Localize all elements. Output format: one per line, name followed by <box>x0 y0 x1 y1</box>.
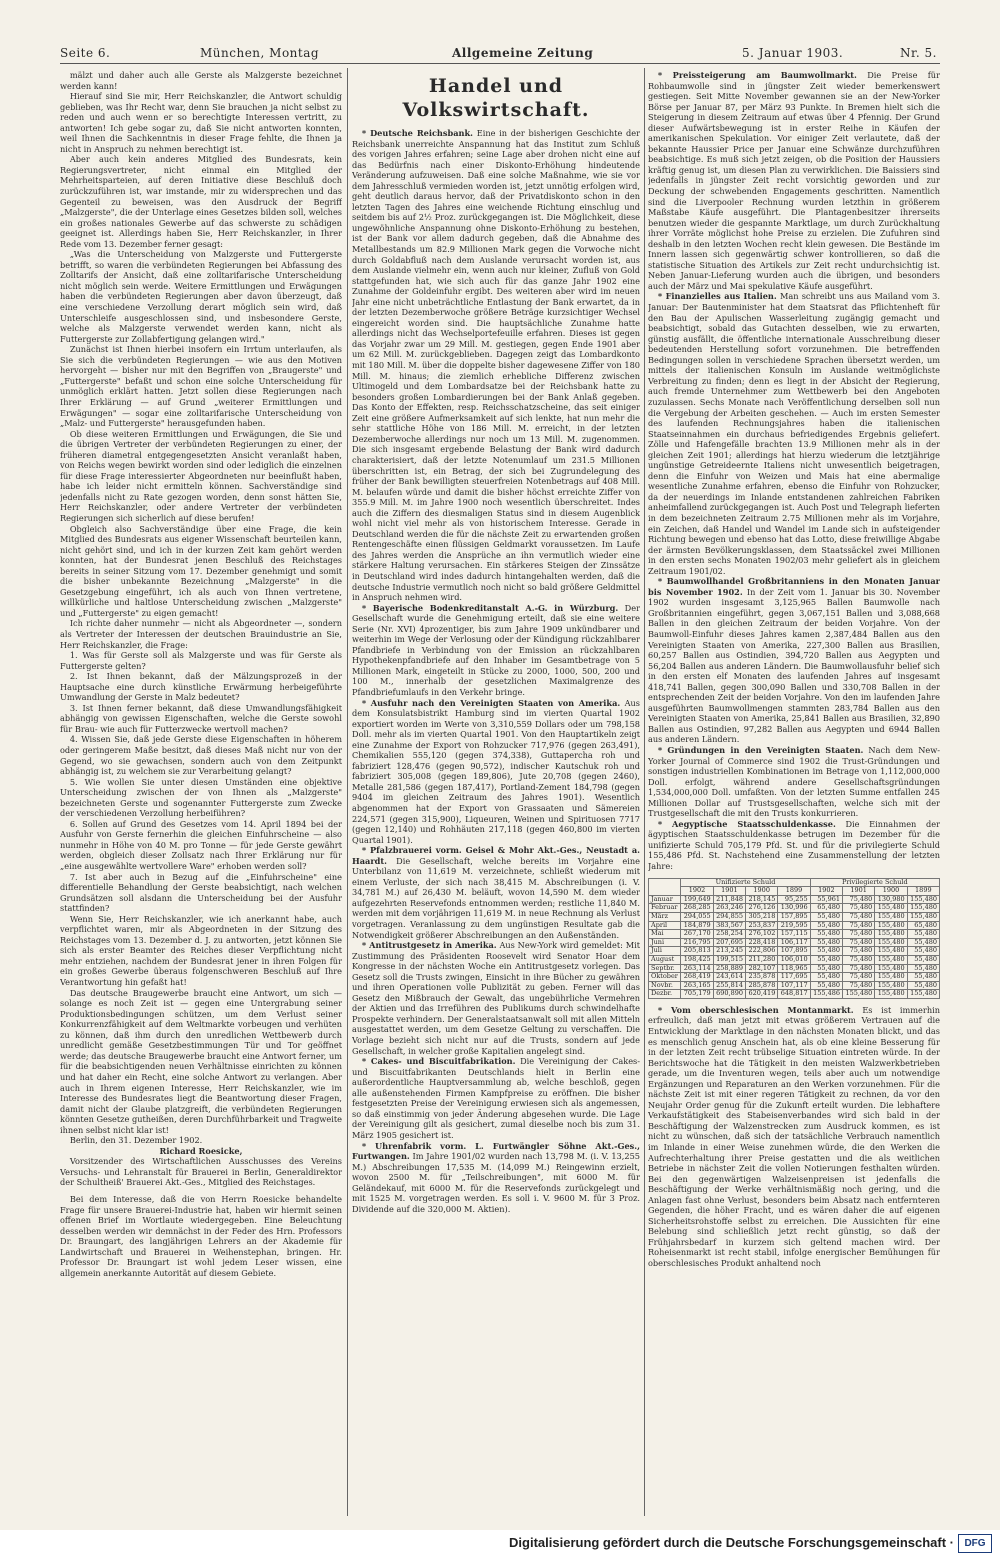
table-cell: 55,961 <box>810 895 842 904</box>
table-cell: 184,879 <box>681 921 713 930</box>
table-cell: 620,419 <box>746 990 778 999</box>
article-text: Man schreibt uns aus Mailand vom 3. Januar: Der Bautenminister hat dem Staatsrat das Pflichtenheft für den Bau der Apulischen Wasserleitung zugängig gemacht und beabsichtigt, sobald das Gutachten desselben, wie zu erwarten, günstig ausfällt, die öffentliche internationale Ausschreibung dieser bedeutenden Herstellung sofort vorzunehmen. Die betreffenden Bedingungen sollen in verschiedene Sprachen übersetzt werden, um mittels der italienischen Konsuln im Auslande weitmöglichste Verbreitung zu finden; denn es liegt in der Absicht der Regierung, auch fremde Unternehmer zum Wettbewerb bei den Angeboten zuzulassen. Sechs Monate nach Veröffentlichung derselben soll nun die Vergebung der Arbeiten geschehen. — Auch im ersten Semester des laufenden Rechnungsjahres haben die italienischen Staatseinnahmen ein durchaus befriedigendes Ergebnis geliefert. Zölle und Hafengefälle brachten 13.9 Millionen mehr als in der gleichen Zeit 1901; allerdings hat hierzu wiederum die letztjährige ungünstige Getreideernte Italiens nicht unwesentlich beigetragen, denn die Einfuhr von Weizen und Mais hat eine abermalige wesentliche Zunahme erfahren, ebenso die Einfuhr von Rohzucker, da der neuerdings im Inlande entstandenen zahlreichen Fabriken anheimfallend zurückgegangen ist. Auch Post und Telegraph lieferten in dem bezeichneten Zeitraum 2.75 Millionen mehr als im Vorjahre, ein Zeichen, daß Handel und Wandel im Lande sich in aufsteigender Richtung bewegen und ebenso hat das Lotto, diese freiwillige Abgabe der ärmsten Bevölkerungsklassen, dem Staatssäckel zwei Millionen in den ersten sechs Monaten 1902/03 mehr geliefert als in gleichem Zeitraum 1901/02. <box>648 291 940 576</box>
article <box>352 940 640 1056</box>
table-cell: 55,480 <box>907 938 939 947</box>
table-cell: 130,980 <box>875 895 907 904</box>
table-cell: 155,480 <box>875 904 907 913</box>
table-month-cell: Septbr. <box>649 964 681 973</box>
table-cell: 705,179 <box>681 990 713 999</box>
article-heading: * Cakes- und Biscuitfabrikation. <box>361 1056 516 1067</box>
table-year-header: 1901 <box>843 887 875 896</box>
table-year-header: 1901 <box>713 887 745 896</box>
table-cell: 263,165 <box>681 981 713 990</box>
paragraph: Aber auch kein anderes Mitglied des Bundesrats, kein Regierungsvertreter, nicht einmal ein Mitglied der Mehrheitsparteien, auf deren Initiative diese Beschluß doch zurückzuführen ist, war imstande, mir zu widersprechen und das Gegenteil zu beweisen, was den Ausdruck der Begriff „Malzgerste", die der Unterlage eines Gesetzes bilden soll, welches ein großes nationales Gewerbe auf das schwerste zu schädigen geeignet ist. Allerdings haben Sie, Herr Reichskanzler, in Ihrer Rede vom 13. Dezember ferner gesagt: <box>60 154 342 249</box>
article <box>352 128 640 603</box>
table-cell: 294,055 <box>681 912 713 921</box>
table-cell: 55,480 <box>810 947 842 956</box>
table-cell: 75,480 <box>843 955 875 964</box>
table-row <box>649 912 940 921</box>
table-year-header: 1902 <box>810 887 842 896</box>
table-cell: 155,486 <box>810 990 842 999</box>
table-cell: 255,814 <box>713 981 745 990</box>
table-cell: 199,649 <box>681 895 713 904</box>
table-cell: 55,480 <box>810 955 842 964</box>
table-group-header: Privilegierte Schuld <box>810 878 939 887</box>
article-heading: * Uhrenfabrik vorm. L. Furtwängler Söhne Akt.-Ges., Furtwangen. <box>352 1140 640 1162</box>
article-heading: * Bayerische Bodenkreditanstalt A.-G. in Würzburg. <box>361 602 619 613</box>
article <box>648 1005 940 1269</box>
article <box>648 819 940 872</box>
table-cell: 383,567 <box>713 921 745 930</box>
table-cell: 55,480 <box>907 973 939 982</box>
table-month-cell: August <box>649 955 681 964</box>
question-item: 1. Was für Gerste soll als Malzgerste und was für Gerste als Futtergerste gelten? <box>60 650 342 671</box>
table-cell: 55,480 <box>810 921 842 930</box>
table-cell: 75,480 <box>843 938 875 947</box>
table-month-cell: Mai <box>649 930 681 939</box>
table-cell: 75,480 <box>843 981 875 990</box>
table-cell: 199,515 <box>713 955 745 964</box>
table-cell: 75,480 <box>843 895 875 904</box>
article-text: Nach dem New-Yorker Journal of Commerce sind 1902 die Trust-Gründungen und sonstigen industriellen Kombinationen im Betrage von 1,112,000,000 Doll. erfolgt, während andere Gesellschaftsgründungen 1,534,000,000 Doll. umfaßten. Von der letzten Summe entfallen 245 Millionen Dollar auf Trustsgesellschaften, welche sich mit der Trustgesellschaft die mit den Trusts konkurrieren. <box>648 745 940 819</box>
table-cell: 65,480 <box>810 904 842 913</box>
table-cell: 107,895 <box>778 947 810 956</box>
table-cell: 294,855 <box>713 912 745 921</box>
article <box>648 291 940 576</box>
table-month-cell: Oktober <box>649 973 681 982</box>
article-text: Die Gesellschaft, welche bereits im Vorjahre eine Unterbilanz von 11,619 M. verzeichnete, schließt wiederum mit einem Verluste, der sich nach 38,415 M. Abschreibungen (i. V. 34,781 M.) auf 26,430 M. beläuft, wovon 14,590 M. dem wieder aufgezehrten Reservefonds entnommen werden; restliche 11,840 M. werden mit dem vorjährigen 11,619 M. in neue Rechnung als Verlust vorgetragen. Veranlassung zu dem ungünstigen Resultate gab die Notwendigkeit größerer Abschreibungen an den Außenständen. <box>352 855 640 940</box>
table-cell: 282,107 <box>746 964 778 973</box>
paragraph: Hierauf sind Sie mir, Herr Reichskanzler, die Antwort schuldig geblieben, was Ihr Recht war, denn Sie brauchen ja nicht selbst zu reden und auch wenn er so berechtigte Interessen vertritt, zu antworten! Ich gebe sogar zu, daß Sie nicht antworten konnten, weil Ihnen die Sachkenntnis in dieser Frage fehlte, die Ihnen ja nicht in Anspruch zu nehmen berechtigt ist. <box>60 91 342 154</box>
table-cell: 268,285 <box>681 904 713 913</box>
article-text: Es ist immerhin erfreulich, daß man jetzt mit etwas größerem Vertrauen auf die Entwicklung der Marktlage in den nächsten Monaten blickt, und das es menschlich genug Anschein hat, als ob eine kleine Besserung für in der letzten Zeit recht trübselige Situation eintreten würde. In der Berichtswoche hat die Tätigkeit in den meisten Walzwerkbetrieben gerade, um die Inventuren wegen, teils aber auch um notwendige Ergänzungen und Reparaturen an den Werken vorzunehmen. Für die nächste Zeit ist mit einer regeren Tätigkeit zu rechnen, da vor den Neujahr Order genug für die Zukunft erteilt wurden. Die lebhaftere Verkaufstätigkeit des Stabeisenverbandes wird sich bald in der Beschäftigung der Walzenstrecken zum Ausdruck kommen, es ist nicht zu wünschen, daß sich der tatsächliche Verbrauch namentlich im Inlande in einer Weise zunehmen würde, die den Werken die Aufrechterhaltung ihrer Preise gestatten und die als weitlichen Betriebe in nächster Zeit die vollen Notierungen festhalten würden. Bei den gegenwärtigen Walzeisenpreisen ist jedenfalls die Beschäftigung der Werke verhältnismäßig noch gering, und die Anlagen fast ohne Verlust, besonders beim Absatz nach entfernteren Gegenden, die höher Fracht, und es wären daher die auf eigenen Sicherheitsrohstoffe selbst zu erreichen. Die Aussichten für eine Belebung sind schließlich jetzt recht günstig, so daß der Frühjahrsbedarf in kurzem sich geltend machen wird. Der Roheisenmarkt ist recht stabil, infolge energischer Bemühungen für oberschlesisches Produkt anhaltend noch <box>648 1004 940 1268</box>
table-cell: 55,480 <box>810 981 842 990</box>
article <box>352 1056 640 1140</box>
issue-number: Nr. 5. <box>900 46 937 60</box>
masthead-title: Allgemeine Zeitung <box>452 46 594 60</box>
paragraph: Ob diese weiteren Ermittlungen und Erwägungen, die Sie und die übrigen Vertreter der verbündeten Regierungen zu einer, der früheren diametral entgegengesetzten Ansicht veranlaßt haben, von Reichs wegen bewirkt worden sind oder lediglich die einzelnen für diese Frage interessierter Abgeordneten nur beeinflußt haben, habe ich leider nicht ermitteln können. Sachverständige sind jedenfalls nicht zu Rate gezogen worden, denn sonst hätten Sie, Herr Reichskanzler, oder andere Vertreter der verbündeten Regierungen sich sicherlich auf diese berufen! <box>60 428 342 523</box>
table-cell: 253,837 <box>746 921 778 930</box>
article <box>352 845 640 940</box>
table-cell: 235,878 <box>746 973 778 982</box>
article <box>352 603 640 698</box>
table-cell: 155,480 <box>875 973 907 982</box>
debt-table <box>648 878 940 999</box>
table-row <box>649 930 940 939</box>
page-number: Seite 6. <box>60 46 111 60</box>
article-heading: * Baumwollhandel Großbritanniens in den Monaten Januar bis November 1902. <box>648 576 940 597</box>
article-text: Die Einnahmen der ägyptischen Staatsschuldenkasse betrugen im Dezember für die unifizierte Schuld 705,179 Pfd. St. und für die privilegierte Schuld 155,486 Pfd. St. Nachstehend eine Zusammenstellung der letzten Jahre: <box>648 818 940 872</box>
table-cell: 267,170 <box>681 930 713 939</box>
paragraph: Obgleich also Sachverständige über eine Frage, die kein Mitglied des Bundesrats aus eigener Wissenschaft beurteilen kann, nicht gehört sind, und ich in der kurzen Zeit kam gehört werden konnten, hat der Bundesrat jenen Beschluß des Reichstages bereits in seiner Sitzung vom 17. Dezember genehmigt und somit die bisher unbekannte Bezeichnung „Malzgerste" in die Gesetzgebung eingeführt, ich als auch von Ihnen vertretene, willkürliche und haltlose Unterscheidung zwischen „Malzgerste" und „Futtergerste" zu eigen gemacht! <box>60 523 342 618</box>
table-year-header: 1900 <box>875 887 907 896</box>
table-cell: 75,480 <box>843 930 875 939</box>
table-cell: 55,480 <box>907 964 939 973</box>
table-cell: 155,480 <box>907 990 939 999</box>
article-text: Die Preise für Rohbaumwolle sind in jüngster Zeit wieder bemerkenswert gestiegen. Seit Mitte November gewannen sie an der New-Yorker Börse per Januar 87, per März 93 Punkte. In Bremen hielt sich die Steigerung in diesem Zeitraum auf etwas über 4 Pfennig. Der Grund dieser Aufwärtsbewegung ist in erster Reihe in Käufen der amerikanischen Spekulation. Vor einiger Zeit verlautete, daß der bekannte Haussier Price per Januar eine Schwänze durchzuführen beabsichtige. Es muß sich jetzt zeigen, ob die Position der Haussiers kräftig genug ist, um diesen Plan zu verwirklichen. Die Baissiers sind jedenfalls in jüngster Zeit recht vorsichtig geworden und zur Deckung der schwebenden Engagements geschritten. Namentlich sind die Liverpooler Rechnung wurden letzthin in größerem Maßstabe Käufe ausgeführt. Die Plantagenbesitzer ihrerseits benutzen wieder die gespannte Marktlage, um durch Zurückhaltung ihrer Vorräte möglichst hohe Preise zu erzielen. Die Zufuhren sind deshalb in den letzten Wochen recht klein gewesen. Die Bestände im Innern lassen sich gegenwärtig schwer kontrollieren, so daß die statistische Situation des Artikels zur Zeit recht undurchsichtig ist. Neben Januar-Lieferung wurden auch die übrigen, und besonders auch der März und Mai spekulative Käufe ausgeführt. <box>648 70 940 291</box>
question-item: 5. Wie wollen Sie unter diesen Umständen eine objektive Unterscheidung zwischen der von Ihnen als „Malzgerste" bezeichneten Gerste und sogenannter Futtergerste zum Zwecke der verschiedenen Verzollung herbeiführen? <box>60 776 342 819</box>
article-text: Im Jahre 1901/02 wurden nach 13,798 M. (i. V. 13,255 M.) Abschreibungen 17,535 M. (14,099 M.) Reingewinn erzielt, wovon 2500 M. für „Teilschreibungen", mit 6000 M. für Geländekauf, mit 6000 M. für die Reservefonds zurückgelegt und mit 1525 M. vorgetragen werden. Es soll i. V. 9600 M. für 3 Proz. Dividende auf die 320,000 M. Aktien). <box>352 1151 640 1214</box>
table-cell: 263,114 <box>681 964 713 973</box>
table-cell: 155,480 <box>907 895 939 904</box>
table-cell: 285,878 <box>746 981 778 990</box>
table-cell: 75,480 <box>843 947 875 956</box>
table-cell: 648,817 <box>778 990 810 999</box>
dateline: Berlin, den 31. Dezember 1902. <box>69 1135 203 1146</box>
table-cell: 106,010 <box>778 955 810 964</box>
issue-date: 5. Januar 1903. <box>742 46 844 60</box>
table-cell: 55,480 <box>810 938 842 947</box>
signature-title: Vorsitzender des Wirtschaftlichen Ausschusses des Vereins Versuchs- und Lehranstalt für Brauerei in Berlin, Generaldirektor der Schultheiß' Brauerei Akt.-Ges., Mitglied des Reichstages. <box>60 1156 342 1188</box>
article-heading: * Gründungen in den Vereinigten Staaten. <box>657 745 864 755</box>
table-cell: 207,695 <box>713 938 745 947</box>
table-cell: 222,806 <box>746 947 778 956</box>
article-text: Die Vereinigung der Cakes- und Biscuitfabrikanten Deutschlands hielt in Berlin eine außerordentliche Hauptversammlung ab, welche beschloß, gegen alle außenstehenden Firmen Kampfpreise zu eröffnen. Die bisher festgesetzten Preise der Vereinigung erwiesen sich als angemessen, so daß einstimmig von jeder Änderung abgesehen wurde. Die Lage der Vereinigung gilt als gesichert, zumal dieselbe noch bis zum 31. März 1905 gesichert ist. <box>352 1056 640 1140</box>
table-cell: 55,480 <box>810 973 842 982</box>
table-year-header: 1902 <box>681 887 713 896</box>
table-cell: 118,965 <box>778 964 810 973</box>
column-middle <box>352 70 640 1510</box>
paragraph: Wenn Sie, Herr Reichskanzler, wie ich anerkannt habe, auch verpflichtet waren, mir als Abgeordneten in der Sitzung des Reichstages vom 13. Dezember d. J. zu antworten, jetzt können Sie sich als erster Beamter des Reiches dieser Verpflichtung nicht mehr entziehen, nachdem der Bundesrat jener in ihren Folgen für ein großes Gewerbe überaus folgenschweren Beschluß auf Ihre Verantwortung hin gefaßt hat! <box>60 913 342 988</box>
table-cell: 218,145 <box>746 895 778 904</box>
table-month-cell: Novbr. <box>649 981 681 990</box>
article-heading: * Preissteigerung am Baumwollmarkt. <box>657 70 857 80</box>
question-item: 7. Ist aber auch in Bezug auf die „Einfuhrscheine" eine differentielle Behandlung der Gerste beabsichtigt, nach welchen Grundsätzen soll alsdann die Unterscheidung bei der Ausfuhr stattfinden? <box>60 871 342 914</box>
table-month-cell: Januar <box>649 895 681 904</box>
table-row <box>649 955 940 964</box>
table-cell: 55,480 <box>907 947 939 956</box>
article-heading: * Vom oberschlesischen Montanmarkt. <box>657 1004 854 1015</box>
place-date: München, Montag <box>200 46 320 60</box>
table-group-header: Unifizierte Schuld <box>681 878 810 887</box>
question-item: 3. Ist Ihnen ferner bekannt, daß diese Umwandlungsfähigkeit abhängig von gewissen Eigenschaften, welche die Gerste sowohl für Brau- wie auch für Futterzwecke wertvoll machen? <box>60 702 342 734</box>
article <box>648 745 940 819</box>
table-cell: 55,480 <box>907 930 939 939</box>
article-heading: * Finanzielles aus Italien. <box>657 291 777 302</box>
quote: „Was die Unterscheidung von Malzgerste und Futtergerste betrifft, so waren die verbündeten Regierungen bei Abfassung des Zolltarifs der Ansicht, daß eine zolltarifarische Unterscheidung nicht möglich sein werde. Weitere Ermittlungen und Erwägungen haben die verbündeten Regierungen aber davon überzeugt, daß eine verschiedene Verzollung derart möglich sein wird, daß Unterschleife ausgeschlossen sind, und insbesondere Gerste, welche als Malzgerste verwendet werden kann, nicht als Futtergerste zur Zollabfertigung gelangen wird." <box>60 249 342 344</box>
paragraph: Das deutsche Braugewerbe braucht eine Antwort, um sich — solange es noch Zeit ist — gegen eine Untergrabung seiner Produktionsbedingungen schützen, um dem Verlust seiner Konkurrenzfähigkeit auf dem Weltmarkte vorbeugen und verhüten zu können, daß ihm durch den unredlichen Wettbewerb durch unredlicht gemäße Gesetzbestimmungen Tür und Tor geöffnet werde; das deutsche Braugewerbe braucht eine Antwort ferner, um für die beabsichtigenden neuen Verhältnisse einrichten zu können und hat daher ein Recht, eine solche Antwort zu verlangen. Aber auch in Ihrem eigenen Interesse, Herr Reichskanzler, wie im Interesse des Bundesrates liegt die Beantwortung dieser Fragen, damit nicht der Glaube platzgreift, die verbündeten Regierungen könnten Gesetze gutheißen, deren Durchführbarkeit und Tragweite ihnen selbst nicht klar ist! <box>60 987 342 1135</box>
table-cell: 157,115 <box>778 930 810 939</box>
table-cell: 155,480 <box>875 938 907 947</box>
table-cell: 213,245 <box>713 947 745 956</box>
column-right <box>648 70 940 1510</box>
table-cell: 211,848 <box>713 895 745 904</box>
table-row <box>649 990 940 999</box>
table-cell: 155,480 <box>875 981 907 990</box>
table-year-header: 1899 <box>907 887 939 896</box>
table-month-cell: Dezbr. <box>649 990 681 999</box>
article-text: In der Zeit vom 1. Januar bis 30. November 1902 wurden insgesamt 3,125,965 Ballen Baumwolle nach Großbritannien eingeführt, gegen 3,067,151 Ballen und 3,088,668 Ballen in den gleichen Zeitraum der beiden Vorjahre. Von der Baumwoll-Einfuhr dieses Jahres kamen 2,387,484 Ballen aus den Vereinigten Staaten von Amerika, 227,300 Ballen aus Brasilien, 60,257 Ballen aus Ostindien, 394,720 Ballen aus Aegypten und 56,204 Ballen aus anderen Ländern. Die Baumwollausfuhr belief sich in den ersten elf Monaten des laufenden Jahres auf insgesamt 418,741 Ballen, gegen 300,090 Ballen und 330,708 Ballen in der entsprechenden Zeit der beiden Vorjahre. Von den im laufenden Jahre ausgeführten Baumwollmengen stammten 283,784 Ballen aus den Vereinigten Staaten von Amerika, 25,841 Ballen aus Brasilien, 32,890 Ballen aus Ostindien, 97,282 Ballen aus Aegypten und 6944 Ballen aus anderen Ländern. <box>648 586 940 745</box>
table-cell: 155,480 <box>875 964 907 973</box>
article-text: Aus New-York wird gemeldet: Mit Zustimmung des Präsidenten Roosevelt wird Senator Hoar dem Kongresse in der nächsten Woche ein Antitrustgesetz vorlegen. Das Gesetz soll die Trusts zwingen, Einsicht in ihre Bücher zu gewähren und ihren Operationen volle Publizität zu geben. Ferner will das Gesetz den Mißbrauch der Gewalt, das ungebührliche Vermehren der Aktien und das Irreführen des Publikums durch schwindelhafte Prospekte verhindern. Der Generalstaatsanwalt soll mit allen Mitteln ausgestattet werden, um dem Gesetze Geltung zu verschaffen. Die Vorlage bezieht sich nicht nur auf die Trusts, sondern auf jede Gesellschaft, in welcher große Kapitalien angelegt sind. <box>352 940 640 1056</box>
article-text: Der Gesellschaft wurde die Genehmigung erteilt, daß sie eine weitere Serie (Nr. XVI) 4prozentiger, bis zum Jahre 1909 unkündbarer und weiterhin im Wege der Verlosung oder der Kündigung rückzahlbarer Pfandbriefe in Verbindung von der Emission an rückzahlbaren Hypothekenpfandbriefe auf den Inhaber im Gesamtbetrage von 5 Millionen Mark, eingeteilt in Stücke zu 2000, 1000, 500, 200 und 100 M., innerhalb der gesetzlichen Maximalgrenze des Pfandbriefumlaufs in den Verkehr bringe. <box>352 602 640 697</box>
table-cell: 155,480 <box>843 990 875 999</box>
paragraph: Ich richte daher nunmehr — nicht als Abgeordneter —, sondern als Vertreter der Interessen der deutschen Brauindustrie an Sie, Herr Reichskanzler, die Frage: <box>60 618 342 650</box>
table-cell: 205,813 <box>681 947 713 956</box>
article <box>352 698 640 846</box>
table-cell: 258,254 <box>713 930 745 939</box>
question-item: 4. Wissen Sie, daß jede Gerste diese Eigenschaften in höherem oder geringerem Maße besitzt, daß dieses Maß nicht nur von der Gegend, wo sie gewachsen, sondern auch von dem Zeitpunkt abhängig ist, zu welchem sie zur Verarbeitung gelangt? <box>60 734 342 777</box>
table-cell: 75,480 <box>843 912 875 921</box>
question-item: 6. Sollen auf Grund des Gesetzes vom 14. April 1894 bei der Ausfuhr von Gerste fernerhin die gleichen Einfuhrscheine — also nunmehr in Höhe von 40 M. pro Tonne — für jede Gerste gewährt werden, obgleich dieser Zollsatz nach Ihrer Erklärung nur für „eine ausgewählte wertvollere Ware" erhoben werden soll? <box>60 818 342 872</box>
table-month-cell: Juni <box>649 938 681 947</box>
table-cell: 75,480 <box>843 904 875 913</box>
table-cell: 75,480 <box>843 973 875 982</box>
table-cell: 117,695 <box>778 973 810 982</box>
table-cell: 305,218 <box>746 912 778 921</box>
table-cell: 95,255 <box>778 895 810 904</box>
table-cell: 55,480 <box>810 964 842 973</box>
table-cell: 155,480 <box>875 947 907 956</box>
article <box>352 1141 640 1215</box>
table-month-cell: Februar <box>649 904 681 913</box>
paragraph: Zunächst ist Ihnen hierbei insofern ein Irrtum unterlaufen, als Sie sich die verbündeten Regierungen — wie aus den Motiven hervorgeht — bisher nur mit den Begriffen von „Braugerste" und „Futtergerste" befaßt und schon eine solche Unterscheidung für unmöglich erklärt hatten. Jetzt sollen diese Regierungen nach Ihrer Erklärung — auf Grund „weiterer Ermittlungen und Erwägungen" — sogar eine zolltarifarische Unterscheidung von „Malz- und Futtergerste" herausgefunden haben. <box>60 344 342 429</box>
article-heading: * Antitrustgesetz in Amerika. <box>361 940 497 951</box>
paragraph: mälzt und daher auch alle Gerste als Malzgerste bezeichnet werden kann! <box>60 70 342 91</box>
article-text: Eine in der bisherigen Geschichte der Reichsbank unerreichte Anspannung hat das Institut zum Schluß des vorigen Jahres erfahren; seine Lage aber drohen nicht eine auf das Bedürfnis nach einer Diskonto-Erhöhung hindeutende Veränderung aufzuweisen. Daß eine solche Maßnahme, wie sie vor dem Jahresschluß vermieden worden ist, jetzt unnötig erfolgen wird, geht deutlich daraus hervor, daß der Privatdiskonto schon in den letzten Tagen des Jahres eine weichende Richtung einschlug und seitdem bis auf 2½ Proz. zurückgegangen ist. Die Möglichkeit, diese ungewöhnliche Anspannung ohne Diskonto-Erhöhung zu bestehen, ist der Bank vor allem dadurch gegeben, daß die Abnahme des Metallbestands um 82.9 Millionen Mark gegen die Vorwoche nicht durch Goldabfluß nach dem Auslande verursacht worden ist, aus dem Auslande vielmehr ein, wenn auch nur kleiner, Zufluß von Gold stattgefunden hat, wie sich auch für das ganze Jahr 1902 eine Zunahme der Goldeinfuhr ergibt. Des weiteren aber wird im neuen Jahr eine nicht unbeträchtliche Entlastung der Bank erwartet, da in der letzten Dezemberwoche größere Beträge kurzsichtiger Wechsel eingereicht worden sind. Die hauptsächliche Zunahme hatte allerdings nicht das Wechselportefeuille erfahren. Dieses ist gegen das Vorjahr zwar um 29 Mill. M. gestiegen, gegen Ende 1901 aber um 62 Mill. M. zurückgeblieben. Dagegen zeigt das Lombardkonto mit 180 Mill. M. über die doppelte bisher dagewesene Ziffer von 180 Mill. M. hinaus; die ziemlich erhebliche Differenz zwischen Ultimogeld und dem Lombardsatze bei der Reichsbank hatte zu besonders großen Lombardierungen bei der Bank Anlaß gegeben. Das Konto der Effekten, resp. Reichsschatzscheine, das seit einiger Zeit eine größere Aufmerksamkeit auf sich lenkte, hat nun mehr die sehr stattliche Höhe von 186 Mill. M. erreicht, in der letzten Dezemberwoche allerdings nur noch um 13 Mill. M. zugenommen. Die sich insgesamt ergebende Belastung der Bank wird dadurch charakterisiert, daß der letzte Notenumlauf um 231.5 Millionen überschritten ist, ein Betrag, der sich bei Zugrundelegung des früher der Bank bewilligten steuerfreien Notenbetrags auf 408 Mill. M. belaufen würde und damit die bisher höchst erreichte Ziffer von 355.9 Mill. M. im Jahre 1900 noch wesentlich überschreitet. Indes auch die Ziffern des diesmaligen Status sind in diesem Augenblick wohl nicht viel mehr als von historischem Interesse. Gerade in Deutschland werden die für die nächste Zeit zu erwartenden großen Rentengeschäfte einen flüssigen Geldmarkt voraussetzen. Im Laufe des Jahres werden die Ansprüche an ihn vermutlich wieder eine stärkere Haltung verursachen. Ein stärkeres Steigen der Zinssätze in Deutschland wird indes dadurch hintangehalten werden, daß die deutsche Industrie vermutlich noch nicht so bald größere Geldmittel in Anspruch nehmen wird. <box>352 128 640 603</box>
table-corner <box>649 878 681 895</box>
table-cell: 75,480 <box>843 964 875 973</box>
table-cell: 65,480 <box>907 921 939 930</box>
table-cell: 155,480 <box>907 912 939 921</box>
section-title: Handel und Volkswirtschaft. <box>402 75 590 121</box>
table-cell: 155,480 <box>875 955 907 964</box>
table-cell: 243,614 <box>713 973 745 982</box>
dfg-logo: DFG <box>958 1534 992 1553</box>
article-heading: * Aegyptische Staatsschuldenkasse. <box>657 818 836 829</box>
article <box>648 70 940 291</box>
table-cell: 107,117 <box>778 981 810 990</box>
table-cell: 268,419 <box>681 973 713 982</box>
article-heading: * Ausfuhr nach den Vereinigten Staaten von Amerika. <box>361 697 621 708</box>
table-cell: 228,418 <box>746 938 778 947</box>
table-cell: 55,480 <box>810 912 842 921</box>
table-row <box>649 973 940 982</box>
signature: Richard Roesicke, <box>159 1145 243 1156</box>
table-cell: 198,425 <box>681 955 713 964</box>
table-cell: 263,246 <box>713 904 745 913</box>
column-left <box>60 70 342 1510</box>
table-cell: 276,126 <box>746 904 778 913</box>
article <box>648 576 940 745</box>
column-divider <box>347 68 348 1516</box>
table-cell: 55,480 <box>907 955 939 964</box>
table-year-header: 1900 <box>746 887 778 896</box>
table-cell: 211,280 <box>746 955 778 964</box>
table-cell: 55,480 <box>907 981 939 990</box>
table-month-cell: April <box>649 921 681 930</box>
table-month-cell: März <box>649 912 681 921</box>
column-divider <box>644 68 645 1516</box>
table-cell: 155,480 <box>907 904 939 913</box>
editorial-note: Bei dem Interesse, daß die von Herrn Roesicke behandelte Frage für unsere Brauerei-Industrie hat, haben wir hiermit seinen offenen Brief im Wortlaute wiedergegeben. Eine Beleuchtung desselben werden wir demnächst in der Feder des Hrn. Professors Dr. Braungart, des langjährigen Lehrers an der Akademie für Landwirtschaft und Brauerei in Weihenstephan, bringen. Hr. Professor Dr. Braungart ist wohl jedem Leser wissen, eine allgemein anerkannte Autorität auf diesem Gebiete. <box>60 1193 342 1278</box>
table-cell: 155,480 <box>875 921 907 930</box>
article-heading: * Deutsche Reichsbank. <box>361 128 473 138</box>
table-cell: 690,890 <box>713 990 745 999</box>
table-year-header: 1899 <box>778 887 810 896</box>
article-text: Aus dem Konsulatsbistrikt Hamburg sind im vierten Quartal 1902 exportiert worden im Werte von 3,310,559 Dollars oder um 798,158 Doll. mehr als im vierten Quartal 1901. Von den Hauptartikeln zeigt eine Zunahme der Export von Rohzucker 717,976 (gegen 263,491), Chemikalien 555,120 (gegen 374,338), Guttapercha roh und fabriziert 128,476 (gegen 90,572), indischer Kautschuk roh und fabriziert 305,008 (gegen 189,806), Jute 20,708 (gegen 2460), Metalle 281,586 (gegen 187,417), Portland-Zement 184,798 (gegen 9404 im gleichen Zeitraum des Jahres 1901). Wesentlich abgenommen hat der Export von Grassaaten und Sämereien 224,571 (gegen 315,900), Liqueuren, Weinen und Spirituosen 7717 (gegen 12,140) und Rohhäuten 217,118 (gegen 460,800 im vierten Quartal 1901). <box>352 697 640 845</box>
table-month-cell: Juli <box>649 947 681 956</box>
table-cell: 155,480 <box>875 912 907 921</box>
table-cell: 258,889 <box>713 964 745 973</box>
table-cell: 106,117 <box>778 938 810 947</box>
table-cell: 55,480 <box>810 930 842 939</box>
table-cell: 75,480 <box>843 921 875 930</box>
table-cell: 155,480 <box>875 990 907 999</box>
header-rule <box>60 63 940 64</box>
table-cell: 155,480 <box>875 930 907 939</box>
table-cell: 130,996 <box>778 904 810 913</box>
table-cell: 216,795 <box>681 938 713 947</box>
table-cell: 219,595 <box>778 921 810 930</box>
article-heading: * Pfalzbrauerei vorm. Geisel & Mohr Akt.-Ges., Neustadt a. Haardt. <box>352 845 640 866</box>
table-cell: 276,102 <box>746 930 778 939</box>
table-cell: 157,895 <box>778 912 810 921</box>
question-item: 2. Ist Ihnen bekannt, daß der Mälzungsprozeß in der Hauptsache eine durch künstliche Erwärmung herbeigeführte Umwandlung der Gerste in Malz bedeutet? <box>60 671 342 703</box>
footer-credit: Digitalisierung gefördert durch die Deutsche Forschungsgemeinschaft · <box>509 1535 954 1550</box>
